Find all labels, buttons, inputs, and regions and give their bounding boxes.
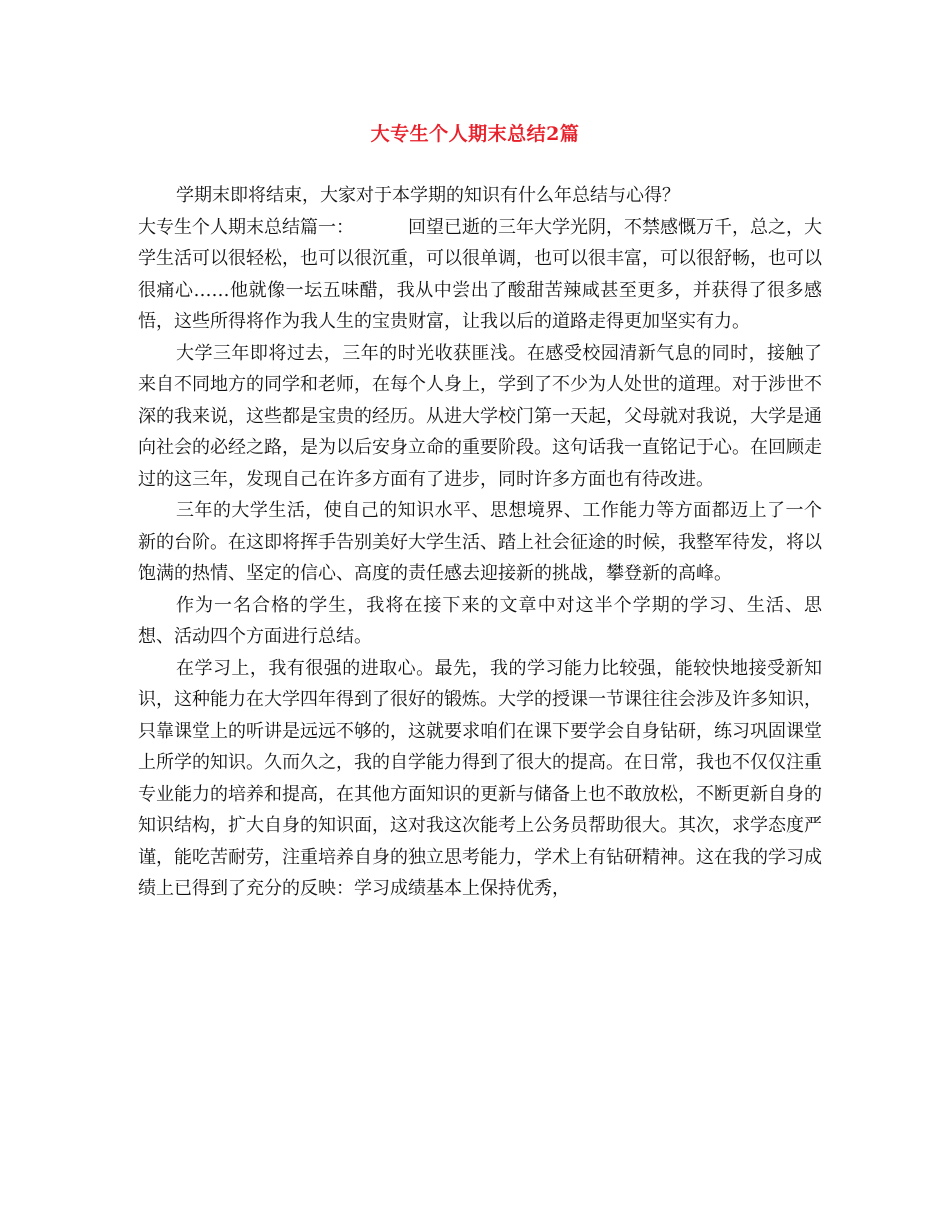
section-heading: 大专生个人期末总结篇一： bbox=[138, 216, 354, 238]
body-paragraph-3: 三年的大学生活，使自己的知识水平、思想境界、工作能力等方面都迈上了一个新的台阶。在这即将挥手告别美好大学生活、踏上社会征途的时候，我整军待发，将以饱满的热情、坚定的信心、高度的责任感去迎接新的挑战，攀登新的高峰。 bbox=[138, 500, 822, 584]
section-one-body: 回望已逝的三年大学光阴，不禁感慨万千，总之，大学生活可以很轻松，也可以很沉重，可以很单调，也可以很丰富，可以很舒畅，也可以很痛心……他就像一坛五味醋，我从中尝出了酸甜苦辣咸甚至更多，并获得了很多感悟，这些所得将作为我人生的宝贵财富，让我以后的道路走得更加坚实有力。 bbox=[138, 216, 822, 332]
body-paragraph-4: 作为一名合格的学生，我将在接下来的文章中对这半个学期的学习、生活、思想、活动四个方面进行总结。 bbox=[138, 594, 822, 647]
body-paragraph-2: 大学三年即将过去，三年的时光收获匪浅。在感受校园清新气息的同时，接触了来自不同地方的同学和老师，在每个人身上，学到了不少为人处世的道理。对于涉世不深的我来说，这些都是宝贵的经历。从进大学校门第一天起，父母就对我说，大学是通向社会的必经之路，是为以后安身立命的重要阶段。这句话我一直铭记于心。在回顾走过的这三年，发现自己在许多方面有了进步，同时许多方面也有待改进。 bbox=[138, 342, 822, 490]
document-body bbox=[138, 180, 822, 905]
document-title: 大专生个人期末总结2篇 bbox=[370, 123, 580, 145]
section-one-paragraph bbox=[138, 212, 822, 338]
body-paragraph-5: 在学习上，我有很强的进取心。最先，我的学习能力比较强，能较快地接受新知识，这种能力在大学四年得到了很好的锻炼。大学的授课一节课往往会涉及许多知识，只靠课堂上的听讲是远远不够的，这就要求咱们在课下要学会自身钻研，练习巩固课堂上所学的知识。久而久之，我的自学能力得到了很大的提高。在日常，我也不仅仅注重专业能力的培养和提高，在其他方面知识的更新与储备上也不敢放松，不断更新自身的知识结构，扩大自身的知识面，这对我这次能考上公务员帮助很大。其次，求学态度严谨，能吃苦耐劳，注重培养自身的独立思考能力，学术上有钻研精神。这在我的学习成绩上已得到了充分的反映：学习成绩基本上保持优秀， bbox=[138, 657, 822, 899]
intro-paragraph: 学期末即将结束，大家对于本学期的知识有什么年总结与心得？ bbox=[176, 185, 680, 206]
